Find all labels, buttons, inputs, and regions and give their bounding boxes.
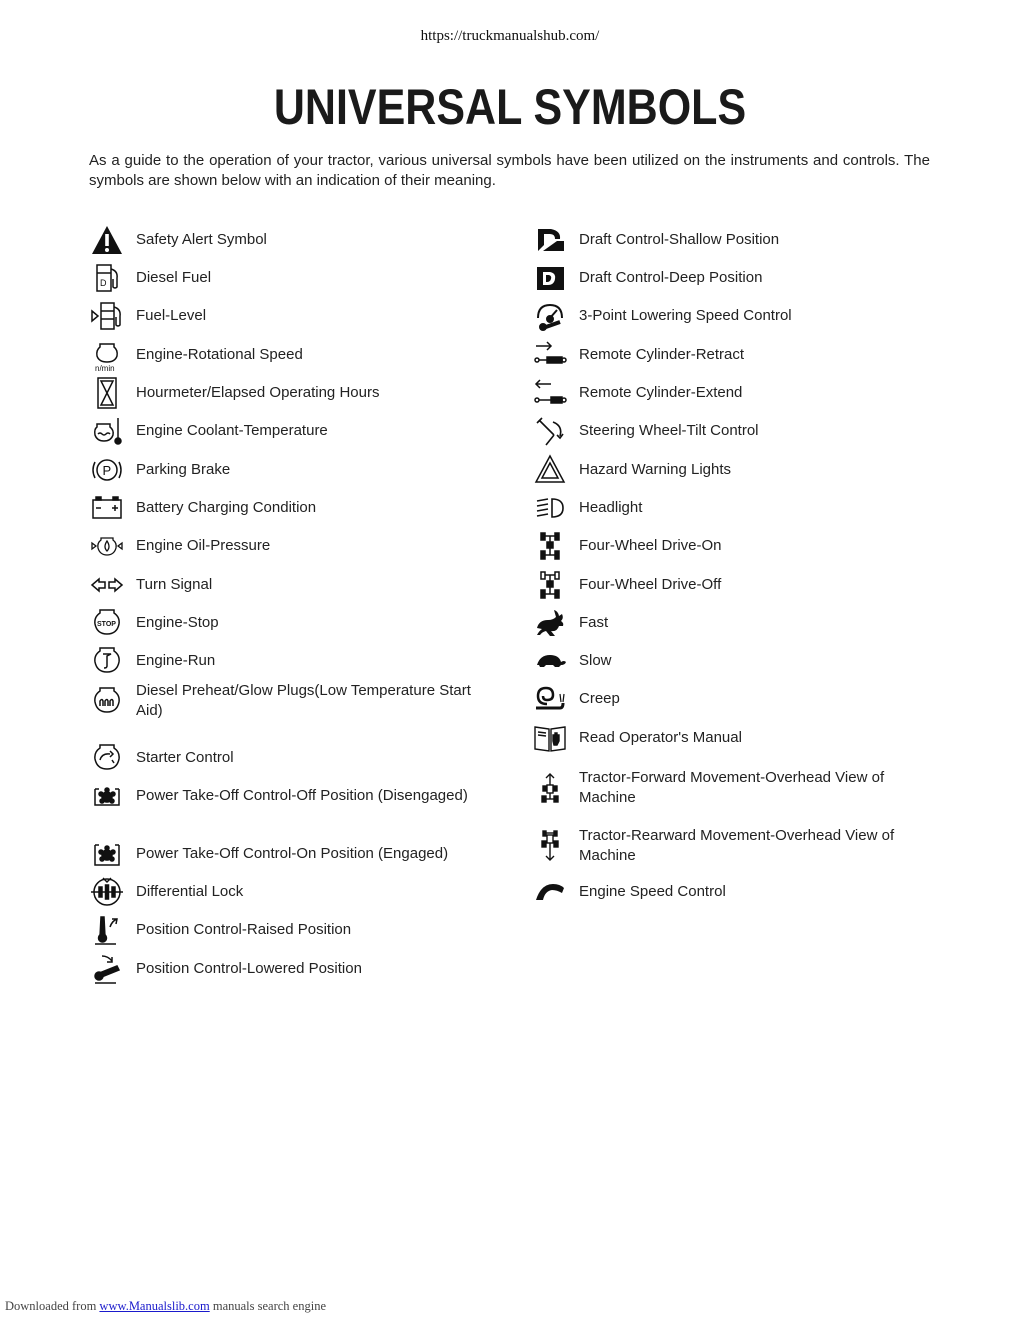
symbol-label: Safety Alert Symbol [136, 231, 267, 249]
symbol-row [89, 836, 448, 872]
symbol-label: Differential Lock [136, 883, 244, 901]
symbol-label: Remote Cylinder-Retract [579, 346, 745, 364]
symbol-row [89, 337, 303, 373]
symbol-row [89, 643, 215, 679]
symbol-label: Turn Signal [136, 576, 213, 594]
symbol-row [532, 528, 722, 564]
symbol-row [89, 874, 243, 910]
symbol-label: Hourmeter/Elapsed Operating Hours [136, 384, 380, 402]
symbol-row [89, 681, 489, 720]
symbol-label: Position Control-Raised Position [136, 921, 352, 939]
symbol-row [532, 681, 620, 717]
engine-run-icon [89, 643, 125, 679]
symbol-label: Engine Speed Control [579, 883, 726, 901]
symbol-label: Parking Brake [136, 461, 231, 479]
position-lowered-icon [89, 951, 125, 987]
intro-paragraph: As a guide to the operation of your tractor, various universal symbols have been utilized on the instruments and controls. The symbols are shown below with an indication of their meaning. [89, 152, 930, 189]
symbol-row [532, 768, 922, 807]
engine-rotational-speed-icon [89, 337, 125, 373]
symbol-label: Fast [579, 614, 609, 632]
starter-control-icon [89, 740, 125, 776]
symbol-row [89, 298, 206, 334]
oil-pressure-icon [89, 528, 125, 564]
symbol-label: Read Operator's Manual [579, 729, 742, 747]
position-raised-icon [89, 912, 125, 948]
symbol-row [532, 298, 792, 334]
snail-icon [532, 681, 568, 717]
symbol-row [89, 778, 468, 814]
symbol-label: Engine-Run [136, 652, 216, 670]
symbol-label: Engine-Stop [136, 614, 219, 632]
cylinder-retract-icon [532, 337, 568, 373]
symbol-label: Tractor-Forward Movement-Overhead View of Machine [579, 769, 885, 806]
symbol-row [89, 740, 234, 776]
page-title: UNIVERSAL SYMBOLS [273, 79, 747, 135]
symbol-row [89, 222, 267, 258]
symbol-label: 3-Point Lowering Speed Control [579, 307, 792, 325]
symbol-row [532, 337, 744, 373]
symbol-row [532, 222, 779, 258]
turn-signal-icon [89, 567, 125, 603]
manual-icon [532, 720, 568, 756]
symbol-row [532, 567, 721, 603]
symbol-row [89, 567, 212, 603]
symbol-row [532, 643, 612, 679]
symbol-label: Creep [579, 690, 620, 708]
4wd-on-icon [532, 528, 568, 564]
symbol-row [89, 375, 379, 411]
symbol-row [532, 826, 922, 865]
symbol-label: Power Take-Off Control-Off Position (Disengaged) [136, 787, 468, 805]
page-url-header: https://truckmanualshub.com/ [420, 28, 600, 44]
symbol-label: Draft Control-Deep Position [579, 269, 763, 287]
symbol-label: Four-Wheel Drive-Off [579, 576, 722, 594]
safety-alert-icon [89, 222, 125, 258]
engine-speed-control-icon [532, 874, 568, 910]
hazard-warning-icon [532, 452, 568, 488]
svg-text:P: P [102, 463, 112, 478]
symbol-row [89, 912, 351, 948]
symbol-label: Remote Cylinder-Extend [579, 384, 743, 402]
coolant-temperature-icon [89, 413, 125, 449]
svg-text:D: D [100, 278, 107, 288]
parking-brake-icon [89, 452, 125, 488]
symbol-row [532, 720, 742, 756]
symbol-row [532, 375, 742, 411]
glow-plug-icon [89, 683, 125, 719]
cylinder-extend-icon [532, 375, 568, 411]
symbol-label: Headlight [579, 499, 643, 517]
symbol-row [89, 605, 219, 641]
symbol-row [89, 951, 362, 987]
differential-lock-icon [89, 874, 125, 910]
symbol-label: Four-Wheel Drive-On [579, 537, 722, 555]
tractor-rearward-icon [532, 828, 568, 864]
symbol-label: Fuel-Level [136, 307, 207, 325]
symbol-label: Tractor-Rearward Movement-Overhead View of Machine [579, 827, 895, 864]
symbol-row [532, 413, 759, 449]
symbol-row [89, 490, 316, 526]
symbol-label: Steering Wheel-Tilt Control [579, 422, 759, 440]
symbol-row [532, 874, 726, 910]
symbol-label: Diesel Preheat/Glow Plugs(Low Temperature Start Aid) [136, 682, 471, 719]
svg-text:n/min: n/min [95, 364, 115, 372]
symbol-label: Draft Control-Shallow Position [579, 231, 780, 249]
headlight-icon [532, 490, 568, 526]
symbol-label: Power Take-Off Control-On Position (Engaged) [136, 845, 449, 863]
symbol-row [532, 605, 608, 641]
manualslib-link[interactable]: www.Manualslib.com [99, 1299, 210, 1313]
svg-text:STOP: STOP [97, 621, 116, 628]
4wd-off-icon [532, 567, 568, 603]
symbol-row [89, 528, 270, 564]
symbol-label: Engine Oil-Pressure [136, 537, 271, 555]
symbol-label: Diesel Fuel [136, 269, 212, 287]
symbol-label: Engine Coolant-Temperature [136, 422, 328, 440]
rabbit-icon [532, 605, 568, 641]
symbol-row [89, 260, 211, 296]
symbol-label: Slow [579, 652, 612, 670]
symbol-label: Hazard Warning Lights [579, 461, 732, 479]
draft-shallow-icon [532, 222, 568, 258]
lowering-speed-icon [532, 298, 568, 334]
footer [5, 1299, 326, 1314]
symbol-label: Starter Control [136, 749, 234, 767]
symbol-row [532, 452, 731, 488]
pto-on-icon [89, 836, 125, 872]
engine-stop-icon [89, 605, 125, 641]
symbol-label: Engine-Rotational Speed [136, 346, 303, 364]
draft-deep-icon [532, 260, 568, 296]
footer-suffix: manuals search engine [212, 1299, 326, 1313]
symbol-row [89, 452, 230, 488]
diesel-fuel-icon [89, 260, 125, 296]
symbol-label: Battery Charging Condition [136, 499, 317, 517]
hourglass-icon [89, 375, 125, 411]
steering-tilt-icon [532, 413, 568, 449]
symbol-row [89, 413, 328, 449]
footer-prefix: Downloaded from [5, 1299, 97, 1313]
symbol-row [532, 260, 762, 296]
pto-off-icon [89, 778, 125, 814]
fuel-level-icon [89, 298, 125, 334]
symbol-label: Position Control-Lowered Position [136, 960, 362, 978]
turtle-icon [532, 643, 568, 679]
tractor-forward-icon [532, 770, 568, 806]
symbol-row [532, 490, 642, 526]
battery-icon [89, 490, 125, 526]
